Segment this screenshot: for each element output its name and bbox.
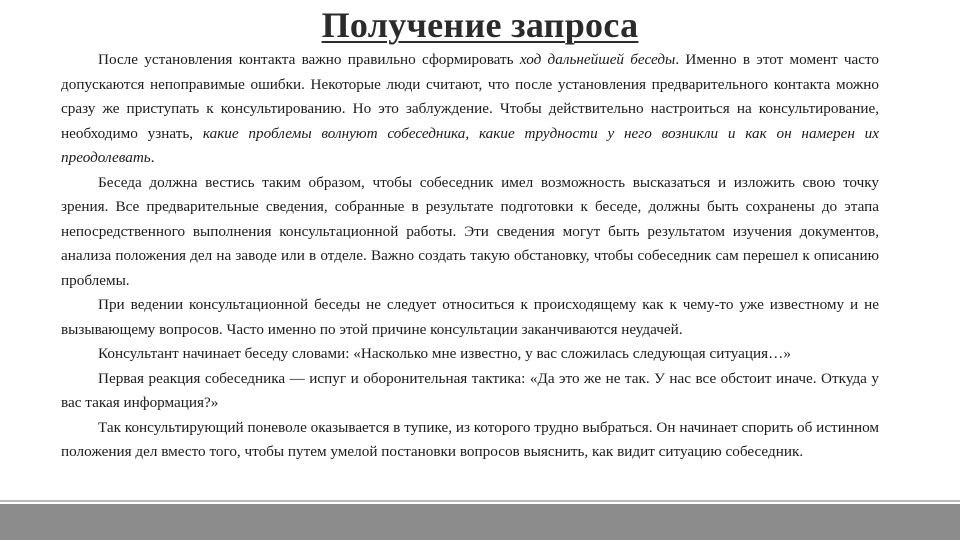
paragraph-1-italic-a: ход дальнейшей беседы <box>519 51 676 68</box>
footer-bar <box>0 504 960 540</box>
paragraph-1-part-e: . <box>150 149 155 166</box>
paragraph-1-italic-b: какие проблемы волнуют собеседника, какие трудности у него возникли и как он намерен их преодолевать <box>61 124 879 166</box>
paragraph-3: При ведении консультационной беседы не следует относиться к происходящему как к чему-то уже известному и не вызывающему вопросов. Часто именно по этой причине консультации заканчиваются неудачей. <box>61 296 879 338</box>
slide-title: Получение запроса <box>321 5 639 45</box>
paragraph-1-part-c: . Именно в этот момент часто допускаются непоправимые ошибки. Некоторые люди считают, что после установления предварительного контакта можно сразу же приступать к консультированию. Но это заблуждение. Чтобы действительно настроиться на консультирование, необходимо узнать, <box>61 51 880 142</box>
slide-body <box>61 48 879 465</box>
paragraph-4: Консультант начинает беседу словами: «Насколько мне известно, у вас сложилась следующая ситуация…» <box>98 345 791 362</box>
paragraph-5: Первая реакция собеседника — испуг и оборонительная тактика: «Да это же не так. У нас все обстоит иначе. Откуда у вас такая информация?» <box>61 369 879 411</box>
footer-divider <box>0 500 960 502</box>
paragraph-1 <box>61 48 879 171</box>
paragraph-2: Беседа должна вестись таким образом, чтобы собеседник имел возможность высказаться и изложить свою точку зрения. Все предварительные сведения, собранные в результате подготовки к беседе, должны быть сохранены до этапа непосредственного выполнения консультационной работы. Эти сведения могут быть результатом изучения документов, анализа положения дел на заводе или в отделе. Важно создать такую обстановку, чтобы собеседник сам перешел к описанию проблемы. <box>61 173 879 289</box>
paragraph-1-part-a: После установления контакта важно правильно сформировать <box>98 51 520 68</box>
paragraph-6: Так консультирующий поневоле оказывается в тупике, из которого трудно выбраться. Он начинает спорить об истинном положения дел вместо того, чтобы путем умелой постановки вопросов выяснить, как видит ситуацию собеседник. <box>61 418 879 460</box>
